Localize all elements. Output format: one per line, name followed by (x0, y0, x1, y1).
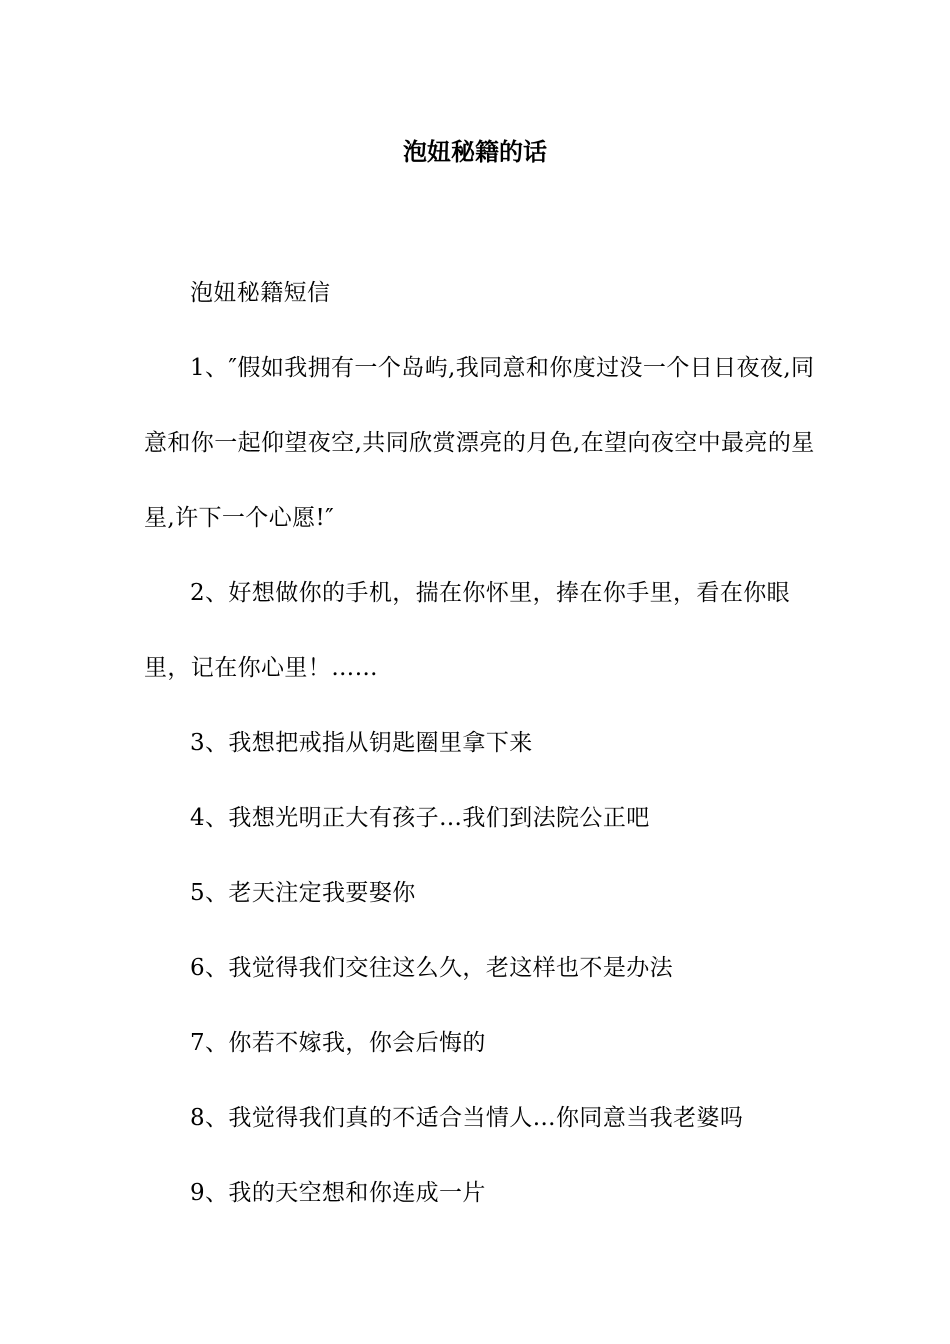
section-heading: 泡妞秘籍短信 (190, 280, 331, 306)
list-item: 7、你若不嫁我，你会后悔的 (190, 1030, 486, 1056)
document-title: 泡妞秘籍的话 (403, 137, 547, 166)
list-item: 2、好想做你的手机，揣在你怀里，捧在你手里，看在你眼里，记在你心里！…… (144, 580, 791, 681)
list-item: 4、我想光明正大有孩子…我们到法院公正吧 (190, 805, 650, 831)
list-item: 6、我觉得我们交往这么久，老这样也不是办法 (190, 955, 674, 981)
list-item: 1、″假如我拥有一个岛屿,我同意和你度过没一个日日夜夜,同意和你一起仰望夜空,共同欣赏漂亮的月色,在望向夜空中最亮的星星,许下一个心愿!″ (144, 355, 815, 531)
list-item: 5、老天注定我要娶你 (190, 880, 416, 906)
list-item: 3、我想把戒指从钥匙圈里拿下来 (190, 730, 533, 756)
list-item: 8、我觉得我们真的不适合当情人…你同意当我老婆吗 (190, 1105, 744, 1131)
document-body (144, 256, 824, 1231)
list-item: 9、我的天空想和你连成一片 (190, 1180, 486, 1206)
